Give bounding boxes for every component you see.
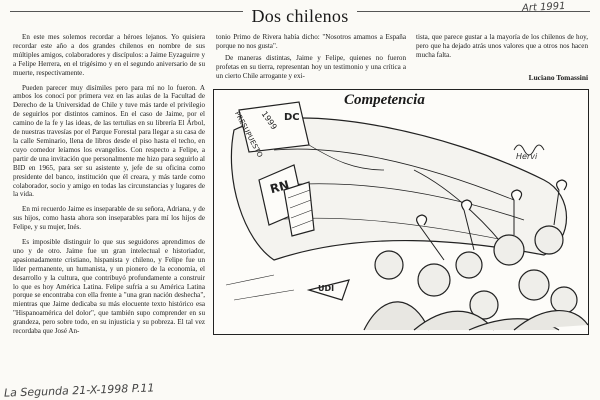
article-title [0, 6, 600, 26]
udi-label: UDI [318, 284, 335, 293]
col1-paragraph: Es imposible distinguir lo que sus seguidores aprendimos de uno y de otro. Jaime fue un gran intelectual e historiador, apasionadamente cristiano, hispanista y chileno, y Felipe fue un líder permanente, un humanista, y un pionero de la economía, el desarrollo y la cultura, que contribuyó profundamente a construir lo que es hoy América Latina. Felipe sufría a su América Latina porque se encontraba con ella frente a "una gran nación deshecha", mientras que Jaime dedicaba su más elocuente texto histórico esa "Hispanoamérica del dolor", que también supo comprender en su grandeza, pero sobre todo, en su injusticia y su pobreza. El tal vez recordaba que José An- [13, 238, 205, 336]
dc-label: DC [284, 112, 300, 123]
handwritten-source-note: La Segunda 21-X-1998 P.11 [3, 381, 155, 400]
cartoonist-signature: Hervi [516, 152, 538, 161]
col3-paragraph: tista, que parece gustar a la mayoría de los chilenos de hoy, pero que ha dejado atrás unos valores que a otros nos hacen mucha falta. [416, 33, 588, 59]
cartoon-title: Competencia [344, 92, 425, 108]
col1-paragraph: En este mes solemos recordar a héroes lejanos. Yo quisiera recordar este año a dos grandes chilenos en nombre de sus múltiples amigos, colaboradores y discípulos: a Jaime Eyzaguirre y a Felipe Herrera, en el trigésimo y en el segundo aniversario de su muerte, respectivamente. [13, 33, 205, 77]
col2-paragraph: De maneras distintas, Jaime y Felipe, quienes no fueron profetas en su tierra, representan hoy un testimonio y una crítica a un cierto Chile arrogante y exi- [216, 53, 406, 80]
column-1 [13, 33, 205, 342]
year-label: 1999 [259, 109, 279, 132]
col1-paragraph: Pueden parecer muy disímiles pero para mí no lo fueron. A ambos los conocí por primera vez en las aulas de la Facultad de Derecho de la Universidad de Chile y tuve más tarde el privilegio de seguirlos por distintos caminos. En el caso de Jaime, por el camino de la fe y las ideas, de las tertulias en su librería El Árbol, de nuestras travesías por el Parque Forestal para llegar a su casa de la calle Seminario, llena de libros desde el piso hasta el techo, en cuyo comedor leíamos los evangelios. Con respecto a Felipe, a partir de una invitación que personalmente me hizo para seguirlo al BID en 1965, para ser su asistente y, jefe de su oficina como presidente del banco, institución que él creara, y más tarde como colaborador, socio y amigo en todas las circunstancias y lugares de la vida. [13, 83, 205, 199]
presupuesto-label: PRESUPUESTO [232, 110, 264, 159]
column-2 [216, 33, 406, 81]
byline: Luciano Tomassini [528, 73, 588, 82]
col2-paragraph: tonio Primo de Rivera había dicho: "Nosotros amamos a España porque no nos gusta". [216, 33, 406, 50]
rn-label: RN [268, 177, 291, 197]
article-title-text: Dos chilenos [243, 6, 356, 26]
handwritten-top-note: Art 1991 [521, 0, 566, 15]
column-3 [416, 33, 588, 60]
cartoon-box [213, 89, 589, 335]
col1-paragraph: En mi recuerdo Jaime es inseparable de su señora, Adriana, y de sus hijos, como hasta ahora son inseparables para mí los hijos de Felipe, y su mujer, Inés. [13, 205, 205, 232]
